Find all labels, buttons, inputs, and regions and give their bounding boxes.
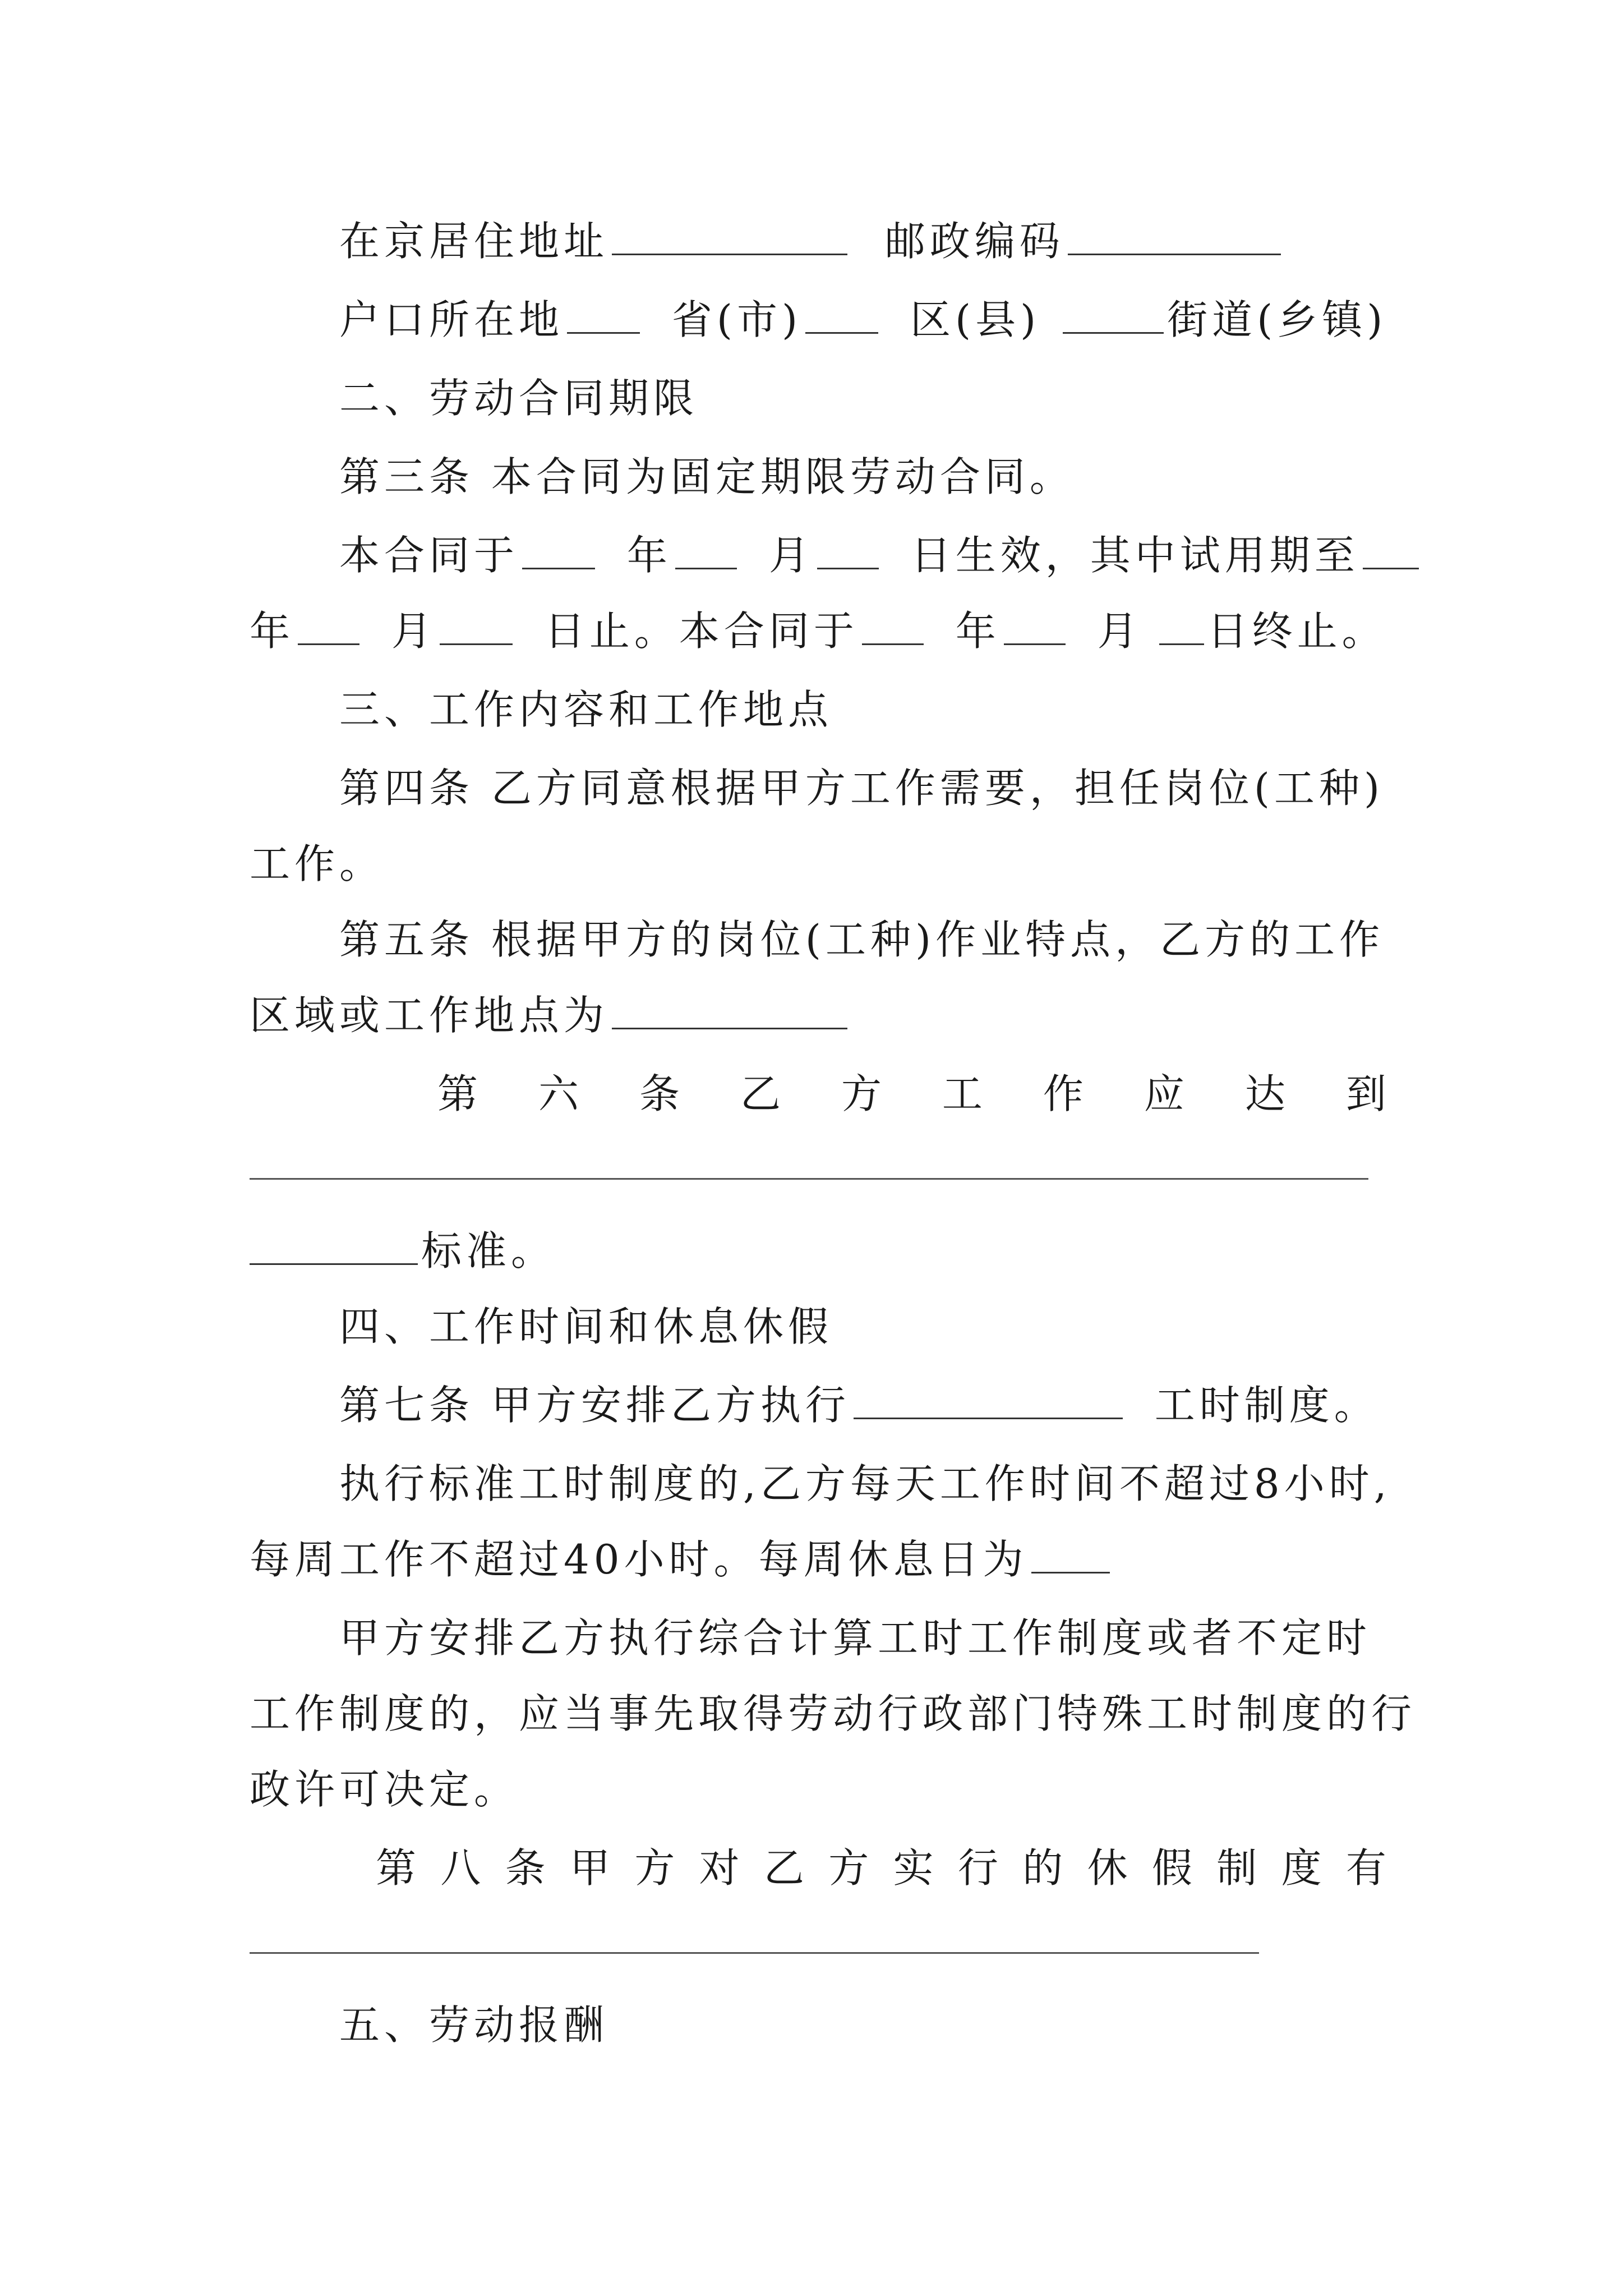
comprehensive-hours-continued: 工作制度的，应当事先取得劳动行政部门特殊工时制度的行 <box>250 1690 1417 1737</box>
article-eight-char: 条 <box>505 1844 550 1892</box>
article-eight-char: 行 <box>957 1844 1003 1892</box>
article-eight-char: 第 <box>376 1844 421 1892</box>
contract-effective-line <box>339 519 1405 592</box>
street-blank[interactable] <box>1063 298 1164 334</box>
leave-system-blank[interactable] <box>250 1952 1259 1954</box>
termination-year-label: 年 <box>955 608 1000 655</box>
article-eight-char: 实 <box>893 1844 938 1892</box>
weekly-rest-label: 每周工作不超过40小时。每周休息日为 <box>250 1536 1028 1583</box>
weekly-rest-blank[interactable] <box>1031 1538 1110 1573</box>
weekly-hours-line <box>250 1523 1405 1596</box>
postal-code-blank[interactable] <box>1068 220 1281 255</box>
article-seven <box>339 1369 1405 1442</box>
article-eight-char: 休 <box>1087 1844 1132 1892</box>
standard-blank[interactable] <box>250 1230 418 1265</box>
administrative-approval-line: 政许可决定。 <box>250 1766 519 1813</box>
termination-day-blank[interactable] <box>1159 610 1204 645</box>
termination-day-label: 日终止。 <box>1207 608 1387 655</box>
residence-address-label: 在京居住地址 <box>339 218 609 265</box>
article-eight-char: 甲 <box>569 1844 615 1892</box>
household-registration-line <box>339 283 1405 356</box>
probation-day-blank[interactable] <box>440 610 513 645</box>
article-eight-char: 对 <box>699 1844 744 1892</box>
article-eight-char: 乙 <box>763 1844 809 1892</box>
article-six-char: 应 <box>1144 1070 1189 1117</box>
article-eight-char: 八 <box>440 1844 486 1892</box>
standard-label: 标准。 <box>421 1227 556 1274</box>
street-label: 街道(乡镇) <box>1167 296 1387 343</box>
effective-label: 本合同于 <box>339 532 519 579</box>
article-eight-char: 的 <box>1022 1844 1068 1892</box>
work-location-label: 区域或工作地点为 <box>250 992 609 1039</box>
probation-label: 日生效，其中试用期至 <box>910 532 1359 579</box>
probation-year-label: 年 <box>250 608 295 655</box>
termination-month-label: 月 <box>1097 608 1142 655</box>
article-eight-char: 方 <box>828 1844 874 1892</box>
article-three: 第三条 本合同为固定期限劳动合同。 <box>339 453 1075 500</box>
effective-day-blank[interactable] <box>817 534 879 569</box>
article-four-continued: 工作。 <box>250 840 385 887</box>
termination-month-blank[interactable] <box>1004 610 1066 645</box>
termination-year-blank[interactable] <box>862 610 924 645</box>
effective-month-label: 月 <box>768 532 814 579</box>
article-six-char: 条 <box>639 1070 684 1117</box>
comprehensive-hours-line: 甲方安排乙方执行综合计算工时工作制度或者不定时 <box>339 1614 1372 1662</box>
working-hours-system-label: 工时制度。 <box>1154 1382 1379 1429</box>
section-five-heading: 五、劳动报酬 <box>339 2001 609 2049</box>
province-blank[interactable] <box>567 298 640 334</box>
effective-year-blank[interactable] <box>522 534 595 569</box>
article-eight-char: 假 <box>1151 1844 1197 1892</box>
residence-address-line <box>339 205 1405 278</box>
probation-month-blank[interactable] <box>298 610 359 645</box>
household-label: 户口所在地 <box>339 296 564 343</box>
residence-address-blank[interactable] <box>612 220 847 255</box>
article-five: 第五条 根据甲方的岗位(工种)作业特点，乙方的工作 <box>339 916 1385 963</box>
contract-end-line <box>250 595 1405 668</box>
effective-year-label: 年 <box>626 532 672 579</box>
probation-year-blank[interactable] <box>1363 534 1419 569</box>
standard-hours-line: 执行标准工时制度的,乙方每天工作时间不超过8小时, <box>339 1460 1391 1507</box>
article-six-char: 六 <box>538 1070 583 1117</box>
termination-label: 日止。本合同于 <box>544 608 859 655</box>
article-six-standard-blank[interactable] <box>250 1178 1368 1180</box>
section-two-heading: 二、劳动合同期限 <box>339 375 699 422</box>
article-eight-char: 度 <box>1281 1844 1326 1892</box>
article-six-char: 作 <box>1043 1070 1088 1117</box>
section-three-heading: 三、工作内容和工作地点 <box>339 686 833 733</box>
district-label: 区(县) <box>910 296 1041 343</box>
working-hours-system-blank[interactable] <box>854 1384 1123 1419</box>
article-eight-char: 方 <box>634 1844 680 1892</box>
article-six-char: 工 <box>942 1070 987 1117</box>
work-location-line <box>250 979 1405 1052</box>
province-label: 省(市) <box>671 296 803 343</box>
work-location-blank[interactable] <box>612 994 847 1029</box>
article-six-char: 第 <box>437 1070 483 1117</box>
article-seven-label: 第七条 甲方安排乙方执行 <box>339 1382 850 1429</box>
effective-month-blank[interactable] <box>675 534 737 569</box>
district-blank[interactable] <box>805 298 878 334</box>
standard-line <box>250 1214 1405 1287</box>
article-eight-char: 有 <box>1345 1844 1391 1892</box>
probation-month-label: 月 <box>391 608 436 655</box>
article-six-char: 达 <box>1244 1070 1290 1117</box>
section-four-heading: 四、工作时间和休息休假 <box>339 1303 833 1350</box>
article-six <box>437 1057 1391 1130</box>
article-eight <box>376 1832 1391 1904</box>
article-six-char: 到 <box>1345 1070 1391 1117</box>
article-six-char: 乙 <box>740 1070 785 1117</box>
article-four: 第四条 乙方同意根据甲方工作需要，担任岗位(工种) <box>339 765 1385 812</box>
postal-code-label: 邮政编码 <box>884 218 1064 265</box>
article-six-char: 方 <box>841 1070 886 1117</box>
article-eight-char: 制 <box>1216 1844 1262 1892</box>
